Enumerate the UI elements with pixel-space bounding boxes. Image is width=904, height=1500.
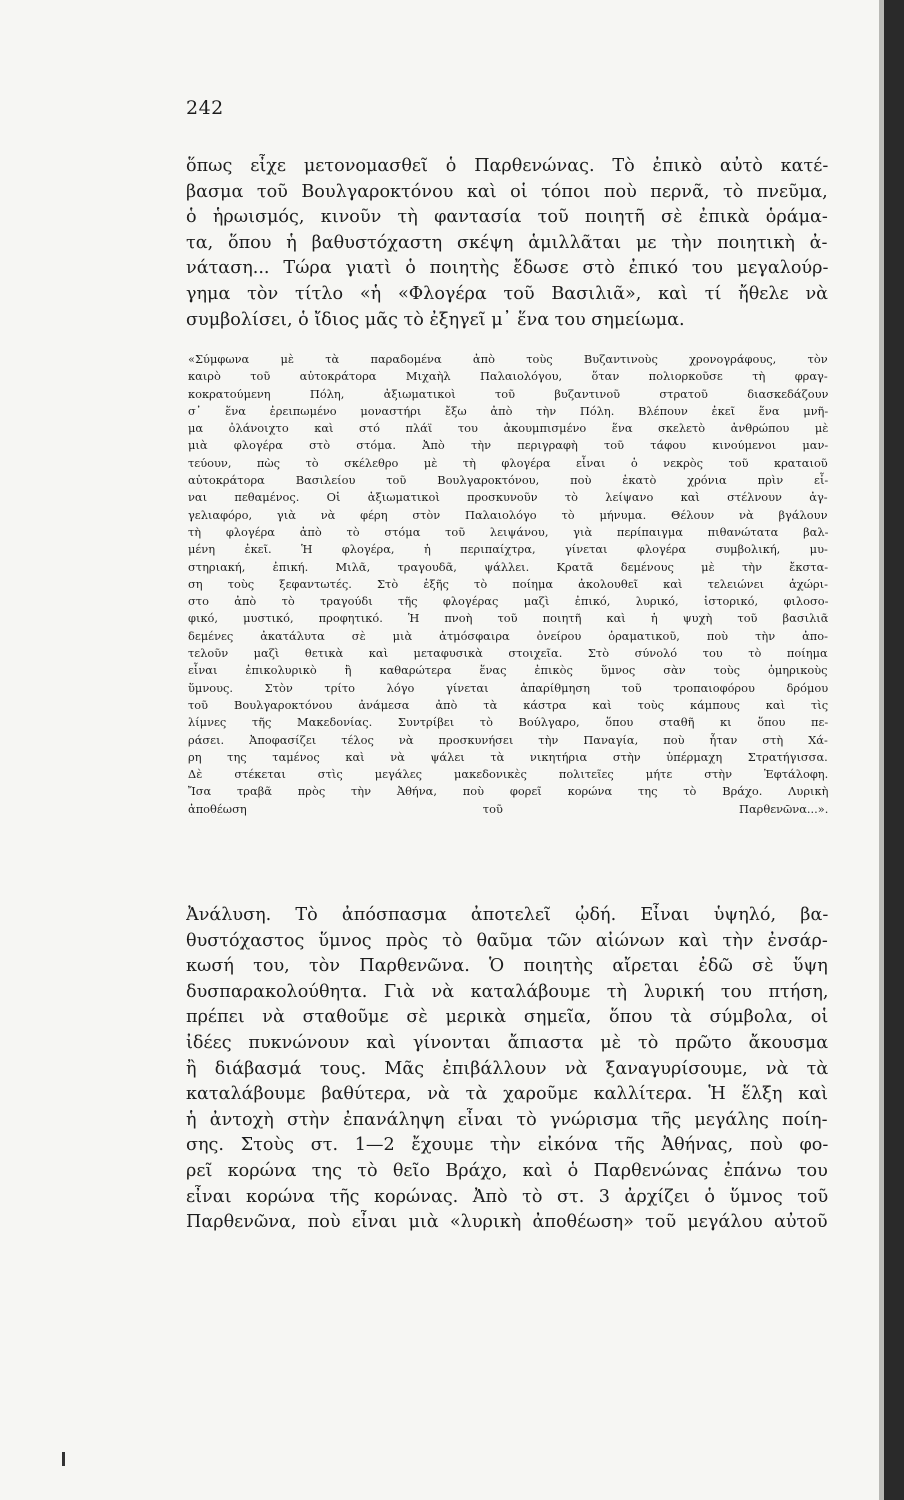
quote-line: αὐτοκράτορα Βασιλείου τοῦ Βουλγαροκτόνου, ποὺ ἑκατὸ χρόνια πρὶν εἶ- bbox=[188, 473, 828, 488]
margin-mark bbox=[62, 1452, 65, 1466]
quote-line: τεύουν, πὼς τὸ σκέλεθρο μὲ τὴ φλογέρα εἶναι ὁ νεκρὸς τοῦ κραταιοῦ bbox=[188, 455, 828, 470]
quote-line: λίμνες τῆς Μακεδονίας. Συντρίβει τὸ Βούλγαρο, ὅπου σταθῆ κι ὅπου πε- bbox=[188, 715, 828, 730]
text-line: ὁ ἡρωισμός, κινοῦν τὴ φαντασία τοῦ ποιητῆ σὲ ἐπικὰ ὁράμα- bbox=[186, 207, 828, 228]
text-line: νάταση... Τώρα γιατὶ ὁ ποιητὴς ἔδωσε στὸ ἐπικό του μεγαλούρ- bbox=[186, 258, 828, 279]
quote-line: «Σύμφωνα μὲ τὰ παραδομένα ἀπὸ τοὺς Βυζαντινοὺς χρονογράφους, τὸν bbox=[188, 352, 828, 366]
quote-line: στηριακή, ἐπική. Μιλᾶ, τραγουδᾶ, ψάλλει. Κρατᾶ δεμένους μὲ τὴν ἔκστα- bbox=[188, 559, 828, 574]
quote-line: δεμένες ἀκατάλυτα σὲ μιὰ ἀτμόσφαιρα ὀνείρου ὁραματικοῦ, ποὺ τὴν ἀπο- bbox=[188, 628, 828, 643]
quote-line: Ἴσα τραβᾶ πρὸς τὴν Ἀθήνα, ποὺ φορεῖ κορώνα της τὸ Βράχο. Λυρικὴ bbox=[188, 784, 828, 799]
text-line: πρέπει νὰ σταθοῦμε σὲ μερικὰ σημεῖα, ὅπου τὰ σύμβολα, οἱ bbox=[186, 1007, 828, 1028]
quote-line: ράσει. Ἀποφασίζει τέλος νὰ προσκυνήσει τὴν Παναγία, ποὺ ἦταν στὴ Χά- bbox=[188, 732, 828, 747]
analysis-paragraph bbox=[186, 903, 828, 1236]
text-line: θυστόχαστος ὕμνος πρὸς τὸ θαῦμα τῶν αἰώνων καὶ τὴν ἐνσάρ- bbox=[186, 930, 828, 951]
text-line: συμβολίσει, ὁ ἴδιος μᾶς τὸ ἐξηγεῖ μ᾽ ἕνα του σημείωμα. bbox=[186, 309, 685, 330]
text-line: δυσπαρακολούθητα. Γιὰ νὰ καταλάβουμε τὴ λυρική του πτήση, bbox=[186, 981, 828, 1002]
text-line: τα, ὅπου ἡ βαθυστόχαστη σκέψη ἁμιλλᾶται με τὴν ποιητικὴ ἀ- bbox=[186, 232, 828, 253]
text-line: ἢ διάβασμά τους. Μᾶς ἐπιβάλλουν νὰ ξαναγυρίσουμε, νὰ τὰ bbox=[186, 1058, 828, 1079]
quote-line: τελοῦν μαζὶ θετικὰ καὶ μεταφυσικὰ στοιχεῖα. Στὸ σύνολό του τὸ ποίημα bbox=[188, 646, 828, 661]
text-line: ἰδέες πυκνώνουν καὶ γίνονται ἄπιαστα μὲ τὸ πρῶτο ἄκουσμα bbox=[186, 1032, 828, 1053]
quote-line: φικό, μυστικό, προφητικό. Ἡ πνοὴ τοῦ ποιητῆ καὶ ἡ ψυχὴ τοῦ βασιλιᾶ bbox=[188, 611, 828, 626]
quote-line: γελιαφόρο, γιὰ νὰ φέρη στὸν Παλαιολόγο τὸ μήνυμα. Θέλουν νὰ βγάλουν bbox=[188, 507, 828, 522]
text-line: γημα τὸν τίτλο «ἡ «Φλογέρα τοῦ Βασιλιᾶ», καὶ τί ἤθελε νὰ bbox=[186, 283, 828, 304]
text-line: Ἀνάλυση. Τὸ ἀπόσπασμα ἀποτελεῖ ᾠδή. Εἶναι ὑψηλό, βα- bbox=[186, 905, 828, 925]
quote-line: σ᾽ ἕνα ἐρειπωμένο μοναστήρι ἔξω ἀπὸ τὴν Πόλη. Βλέπουν ἐκεῖ ἕνα μνῆ- bbox=[188, 403, 828, 418]
quote-line: ση τοὺς ξεφαντωτές. Στὸ ἑξῆς τὸ ποίημα ἀκολουθεῖ καὶ τελειώνει ἀχώρι- bbox=[188, 576, 828, 591]
page-number: 242 bbox=[186, 97, 224, 119]
quote-line: ὕμνους. Στὸν τρίτο λόγο γίνεται ἀπαρίθμηση τοῦ τροπαιοφόρου δρόμου bbox=[188, 680, 828, 695]
quote-line: καιρὸ τοῦ αὐτοκράτορα Μιχαὴλ Παλαιολόγου, ὅταν πολιορκοῦσε τὴ φραγ- bbox=[188, 369, 828, 384]
text-line: κωσή του, τὸν Παρθενῶνα. Ὁ ποιητὴς αἴρεται ἐδῶ σὲ ὕψη bbox=[186, 956, 828, 977]
text-line: καταλάβουμε βαθύτερα, νὰ τὰ χαροῦμε καλλίτερα. Ἡ ἕλξη καὶ bbox=[186, 1084, 828, 1105]
quote-line: τὴ φλογέρα ἀπὸ τὸ στόμα τοῦ λειψάνου, γιὰ περίπαιγμα πιθανώτατα βαλ- bbox=[188, 524, 828, 539]
scan-border bbox=[884, 0, 904, 1500]
quote-line: εἶναι ἐπικολυρικὸ ἢ καθαρώτερα ἕνας ἐπικὸς ὕμνος σὰν τοὺς ὁμηρικοὺς bbox=[188, 663, 828, 678]
quote-line: ναι πεθαμένος. Οἱ ἀξιωματικοὶ προσκυνοῦν τὸ λείψανο καὶ στέλνουν ἀγ- bbox=[188, 490, 828, 505]
quote-line: μιὰ φλογέρα στὸ στόμα. Ἀπὸ τὴν περιγραφὴ τοῦ τάφου κινούμενοι μαν- bbox=[188, 438, 828, 453]
author-note-quote bbox=[188, 351, 828, 818]
text-line: εἶναι κορώνα τῆς κορώνας. Ἀπὸ τὸ στ. 3 ἀρχίζει ὁ ὕμνος τοῦ bbox=[186, 1186, 828, 1207]
quote-line: μένη ἐκεῖ. Ἡ φλογέρα, ἡ περιπαίχτρα, γίνεται φλογέρα συμβολική, μυ- bbox=[188, 542, 828, 557]
quote-line: Δὲ στέκεται στὶς μεγάλες μακεδονικὲς πολιτεῖες μήτε στὴν Ἐφτάλοφη. bbox=[188, 767, 828, 782]
text-line: ὅπως εἶχε μετονομασθεῖ ὁ Παρθενώνας. Τὸ ἐπικὸ αὐτὸ κατέ- bbox=[186, 156, 828, 176]
text-line: ρεῖ κορώνα της τὸ θεῖο Βράχο, καὶ ὁ Παρθενώνας ἐπάνω του bbox=[186, 1160, 828, 1181]
quote-line: ρη της ταμένος καὶ νὰ ψάλει τὰ νικητήρια στὴν ὑπέρμαχη Στρατήγισσα. bbox=[188, 749, 828, 764]
quote-line: ἀποθέωση τοῦ Παρθενῶνα...». bbox=[188, 801, 828, 816]
quote-line: κοκρατούμενη Πόλη, ἀξιωματικοὶ τοῦ βυζαντινοῦ στρατοῦ διασκεδάζουν bbox=[188, 386, 828, 401]
intro-paragraph bbox=[186, 154, 828, 333]
text-line: Παρθενῶνα, ποὺ εἶναι μιὰ «λυρικὴ ἀποθέωση» τοῦ μεγάλου αὐτοῦ bbox=[186, 1212, 828, 1233]
text-line: σης. Στοὺς στ. 1—2 ἔχουμε τὴν εἰκόνα τῆς Ἀθήνας, ποὺ φο- bbox=[186, 1135, 828, 1156]
quote-line: τοῦ Βουλγαροκτόνου ἀνάμεσα ἀπὸ τὰ κάστρα καὶ τοὺς κάμπους καὶ τὶς bbox=[188, 697, 828, 712]
quote-line: στο ἀπὸ τὸ τραγούδι τῆς φλογέρας μαζὶ ἐπικό, λυρικό, ἱστορικό, φιλοσο- bbox=[188, 594, 828, 609]
text-line: βασμα τοῦ Βουλγαροκτόνου καὶ οἱ τόποι ποὺ περνᾶ, τὸ πνεῦμα, bbox=[186, 181, 828, 202]
text-line: ἡ ἀντοχὴ στὴν ἐπανάληψη εἶναι τὸ γνώρισμα τῆς μεγάλης ποίη- bbox=[186, 1109, 828, 1130]
quote-line: μα ὀλάνοιχτο καὶ στό πλάϊ του ἀκουμπισμένο ἕνα σκελετὸ ἀνθρώπου μὲ bbox=[188, 421, 828, 436]
